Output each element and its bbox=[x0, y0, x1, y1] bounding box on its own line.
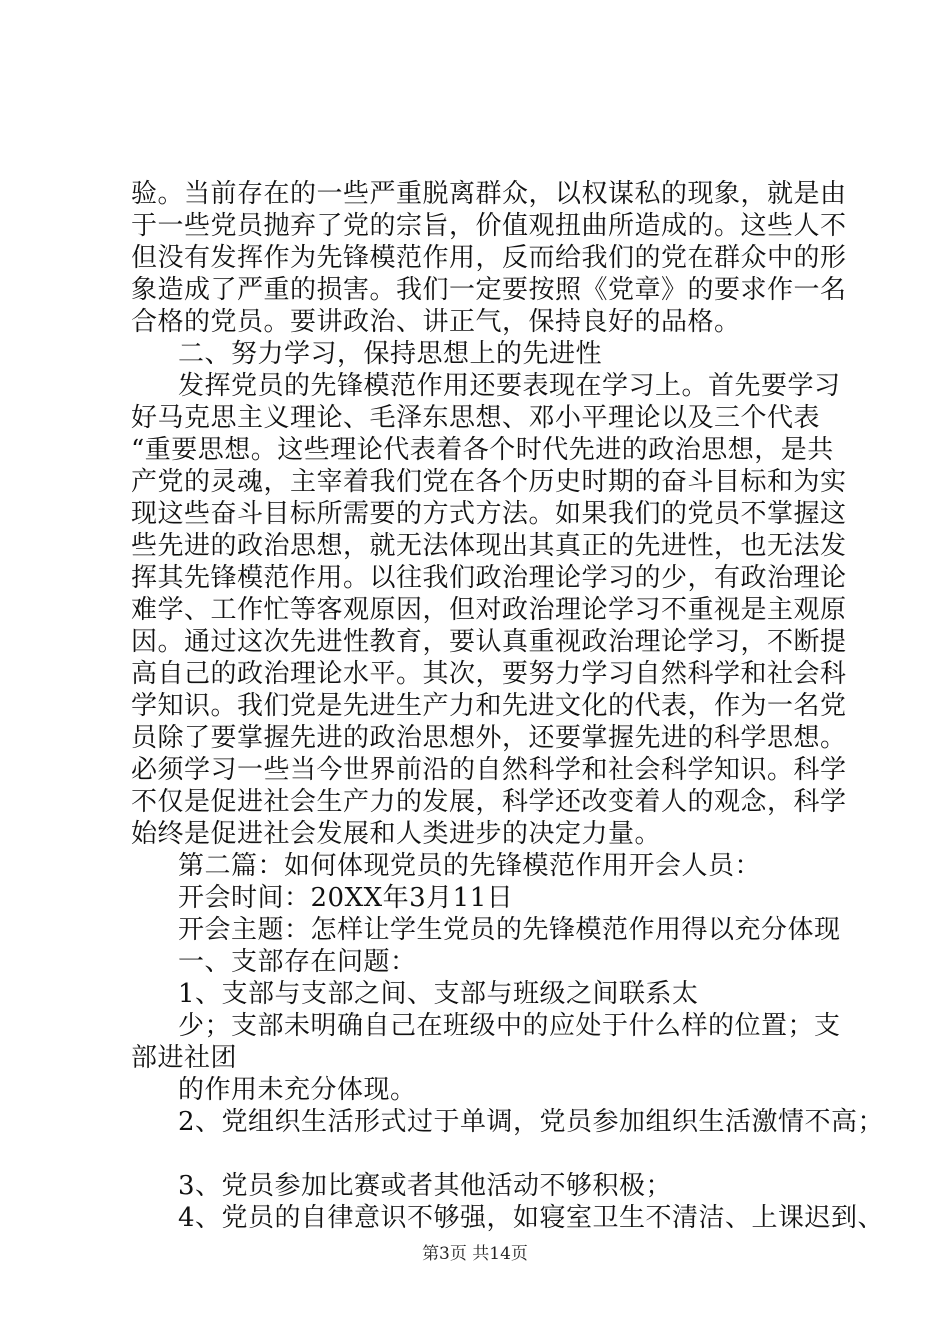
list-item: 的作用未充分体现。 bbox=[178, 1075, 417, 1105]
list-item: 少；支部未明确自己在班级中的应处于什么样的位置；支 bbox=[178, 1011, 841, 1041]
list-item: 2、党组织生活形式过于单调，党员参加组织生活激情不高； bbox=[178, 1107, 885, 1137]
list-item: 1、支部与支部之间、支部与班级之间联系太 bbox=[178, 979, 699, 1009]
paragraph-line: 始终是促进社会发展和人类进步的决定力量。 bbox=[131, 819, 662, 849]
paragraph-line: 因。通过这次先进性教育，要认真重视政治理论学习，不断提 bbox=[131, 627, 847, 657]
paragraph-line: 产党的灵魂，主宰着我们党在各个历史时期的奋斗目标和为实 bbox=[131, 467, 847, 497]
paragraph-line: 合格的党员。要讲政治、讲正气，保持良好的品格。 bbox=[131, 307, 741, 337]
meeting-time: 开会时间：20XX年3月11日 bbox=[178, 883, 514, 913]
meeting-topic: 开会主题：怎样让学生党员的先锋模范作用得以充分体现 bbox=[178, 915, 841, 945]
paragraph-line: 挥其先锋模范作用。以往我们政治理论学习的少，有政治理论 bbox=[131, 563, 847, 593]
paragraph-line: 不仅是促进社会生产力的发展，科学还改变着人的观念，科学 bbox=[131, 787, 847, 817]
paragraph-line: 现这些奋斗目标所需要的方式方法。如果我们的党员不掌握这 bbox=[131, 499, 847, 529]
paragraph-line: 员除了要掌握先进的政治思想外，还要掌握先进的科学思想。 bbox=[131, 723, 847, 753]
paragraph-line: 好马克思主义理论、毛泽东思想、邓小平理论以及三个代表 bbox=[131, 403, 821, 433]
paragraph-line: 象造成了严重的损害。我们一定要按照《党章》的要求作一名 bbox=[131, 275, 847, 305]
paragraph-line: 高自己的政治理论水平。其次，要努力学习自然科学和社会科 bbox=[131, 659, 847, 689]
paragraph-line: 难学、工作忙等客观原因，但对政治理论学习不重视是主观原 bbox=[131, 595, 847, 625]
list-item: 部进社团 bbox=[131, 1043, 238, 1073]
paragraph-line: 验。当前存在的一些严重脱离群众，以权谋私的现象，就是由 bbox=[131, 179, 847, 209]
section-heading: 二、努力学习，保持思想上的先进性 bbox=[178, 339, 603, 369]
section-heading: 第二篇：如何体现党员的先锋模范作用开会人员： bbox=[178, 851, 762, 881]
paragraph-line: 必须学习一些当今世界前沿的自然科学和社会科学知识。科学 bbox=[131, 755, 847, 785]
section-heading: 一、支部存在问题： bbox=[178, 947, 417, 977]
paragraph-line: 发挥党员的先锋模范作用还要表现在学习上。首先要学习 bbox=[178, 371, 841, 401]
list-item: 3、党员参加比赛或者其他活动不够积极； bbox=[178, 1171, 673, 1201]
list-item: 4、党员的自律意识不够强，如寝室卫生不清洁、上课迟到、 bbox=[178, 1203, 885, 1233]
page-number: 第3页 共14页 bbox=[422, 1244, 528, 1264]
paragraph-line: 于一些党员抛弃了党的宗旨，价值观扭曲所造成的。这些人不 bbox=[131, 211, 847, 241]
paragraph-line: “重要思想。这些理论代表着各个时代先进的政治思想，是共 bbox=[131, 435, 834, 465]
paragraph-line: 但没有发挥作为先锋模范作用，反而给我们的党在群众中的形 bbox=[131, 243, 847, 273]
paragraph-line: 些先进的政治思想，就无法体现出其真正的先进性，也无法发 bbox=[131, 531, 847, 561]
paragraph-line: 学知识。我们党是先进生产力和先进文化的代表，作为一名党 bbox=[131, 691, 847, 721]
